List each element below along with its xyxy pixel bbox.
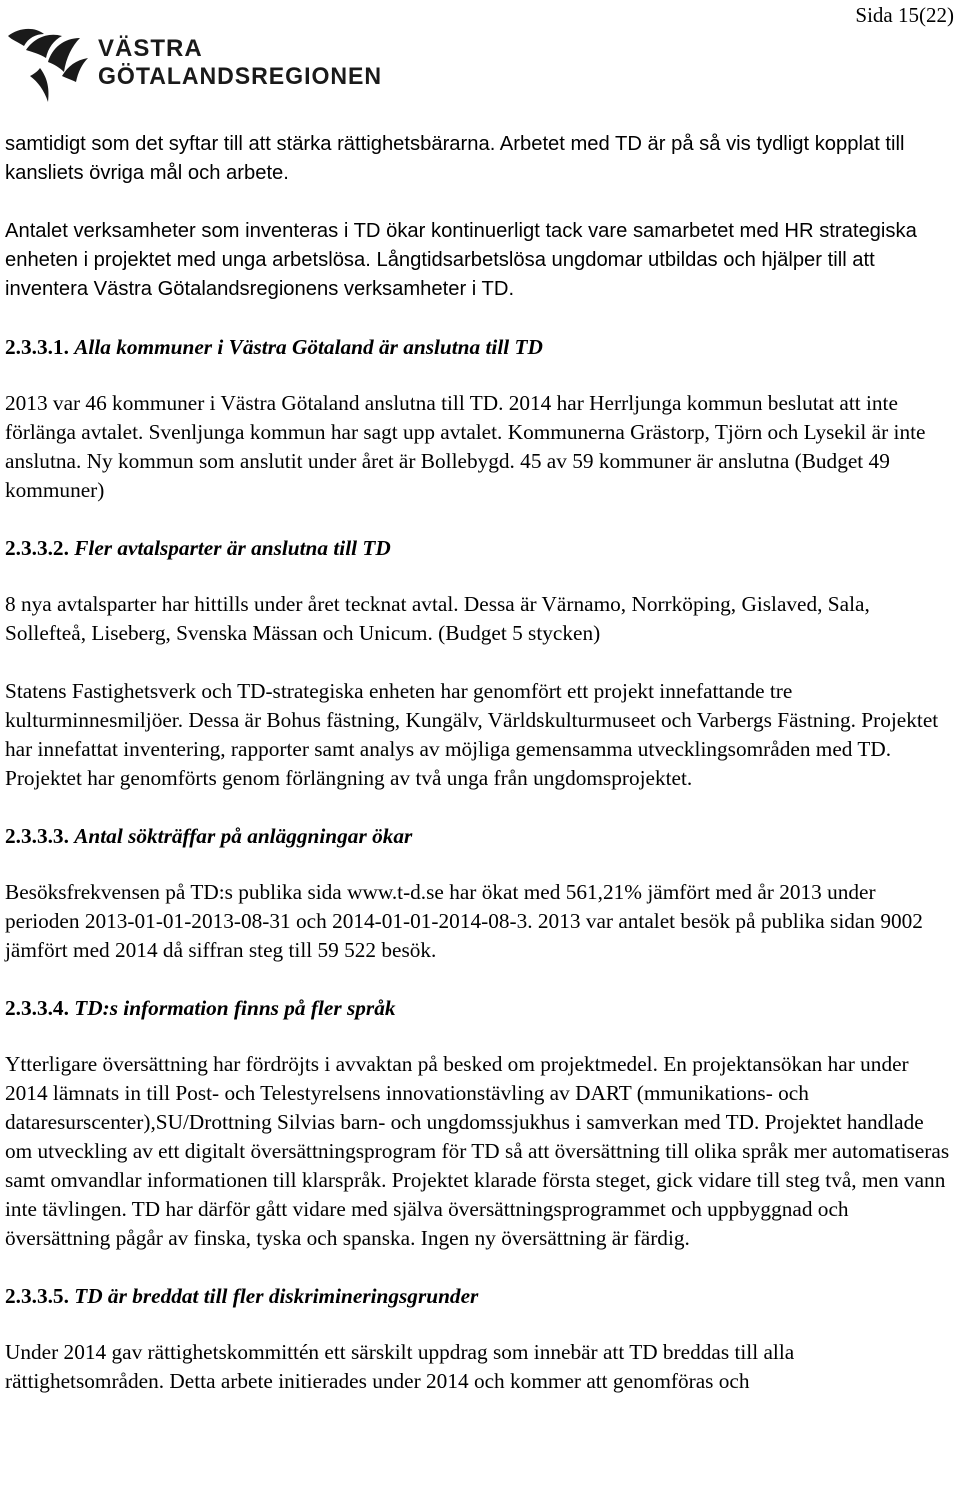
section-number: 2.3.3.3.: [5, 824, 69, 848]
section-title: Antal sökträffar på anläggningar ökar: [74, 824, 413, 848]
section-title: Alla kommuner i Västra Götaland är anslutna till TD: [74, 335, 543, 359]
section-title: Fler avtalsparter är anslutna till TD: [74, 536, 391, 560]
section-heading-2-3-3-2: [5, 534, 950, 563]
section-title: TD:s information finns på fler språk: [74, 996, 396, 1020]
section-title: TD är breddat till fler diskrimineringsgrunder: [74, 1284, 479, 1308]
paragraph-intro: samtidigt som det syftar till att stärka rättighetsbärarna. Arbetet med TD är på så vis tydligt kopplat till kansliets övriga mål och arbete.: [5, 133, 905, 184]
paragraph-visits: Besöksfrekvensen på TD:s publika sida www.t-d.se har ökat med 561,21% jämfört med år 2013 under perioden 2013-01-01-2013-08-31 och 2014-01-01-2014-08-3. 2013 var antalet besök på publika sidan 9002 jämfört med 2014 då siffran steg till 59 522 besök.: [5, 880, 923, 962]
section-heading-2-3-3-3: [5, 822, 950, 851]
logo-line-2: GÖTALANDSREGIONEN: [98, 63, 382, 90]
organization-logo: [4, 24, 384, 108]
page-number: Sida 15(22): [855, 3, 954, 27]
paragraph-municipalities: 2013 var 46 kommuner i Västra Götaland anslutna till TD. 2014 har Herrljunga kommun beslutat att inte förlänga avtalet. Svenljunga kommun har sagt upp avtalet. Kommunerna Grästorp, Tjörn och Lysekil är inte anslutna. Ny kommun som anslutit under året är Bollebygd. 45 av 59 kommuner är anslutna (Budget 49 kommuner): [5, 391, 926, 502]
section-heading-2-3-3-5: [5, 1282, 950, 1311]
paragraph-cultural-heritage: Statens Fastighetsverk och TD-strategiska enheten har genomfört ett projekt innefattande tre kulturminnesmiljöer. Dessa är Bohus fästning, Kungälv, Världskulturmuseet och Varbergs Fästning. Projektet har innefattat inventering, rapporter samt analys av möjliga gemensamma utvecklingsområden med TD. Projektet har genomförts genom förlängning av två unga från ungdomsprojektet.: [5, 679, 939, 790]
paragraph-inventory: Antalet verksamheter som inventeras i TD ökar kontinuerligt tack vare samarbetet med HR strategiska enheten i projektet med unga arbetslösa. Långtidsarbetslösa ungdomar utbildas och hjälper till att inventera Västra Götalandsregionens verksamheter i TD.: [5, 220, 917, 300]
section-number: 2.3.3.5.: [5, 1284, 69, 1308]
section-number: 2.3.3.2.: [5, 536, 69, 560]
section-number: 2.3.3.4.: [5, 996, 69, 1020]
logo-line-1: VÄSTRA: [98, 35, 203, 62]
section-heading-2-3-3-4: [5, 994, 950, 1023]
vastra-gotalandsregionen-logo-icon: [4, 24, 384, 108]
paragraph-agreement-parties: 8 nya avtalsparter har hittills under året tecknat avtal. Dessa är Värnamo, Norrköping, Gislaved, Sala, Sollefteå, Liseberg, Svenska Mässan och Unicum. (Budget 5 stycken): [5, 592, 870, 645]
paragraph-translation: Ytterligare översättning har fördröjts i avvaktan på besked om projektmedel. En projektansökan har under 2014 lämnats in till Post- och Telestyrelsens innovationstävling av DART (mmunikations- och dataresurscenter),SU/Drottning Silvias barn- och ungdomssjukhus i samverkan med TD. Projektet handlade om utveckling av ett digitalt översättningsprogram för TD så att översättning till olika språk mer automatiseras samt omvandlar informationen till klarspråk. Projektet klarade första steget, gick vidare till steg två, men vann inte tävlingen. TD har därför gått vidare med själva översättningsprogrammet och uppbyggnad och översättning pågår av finska, tyska och spanska. Ingen ny översättning är färdig.: [5, 1052, 950, 1250]
section-number: 2.3.3.1.: [5, 335, 69, 359]
section-heading-2-3-3-1: [5, 333, 950, 362]
paragraph-broadened: Under 2014 gav rättighetskommittén ett särskilt uppdrag som innebär att TD breddas till alla rättighetsområden. Detta arbete initierades under 2014 och kommer att genomföras och: [5, 1340, 795, 1393]
document-body: [5, 130, 950, 1396]
